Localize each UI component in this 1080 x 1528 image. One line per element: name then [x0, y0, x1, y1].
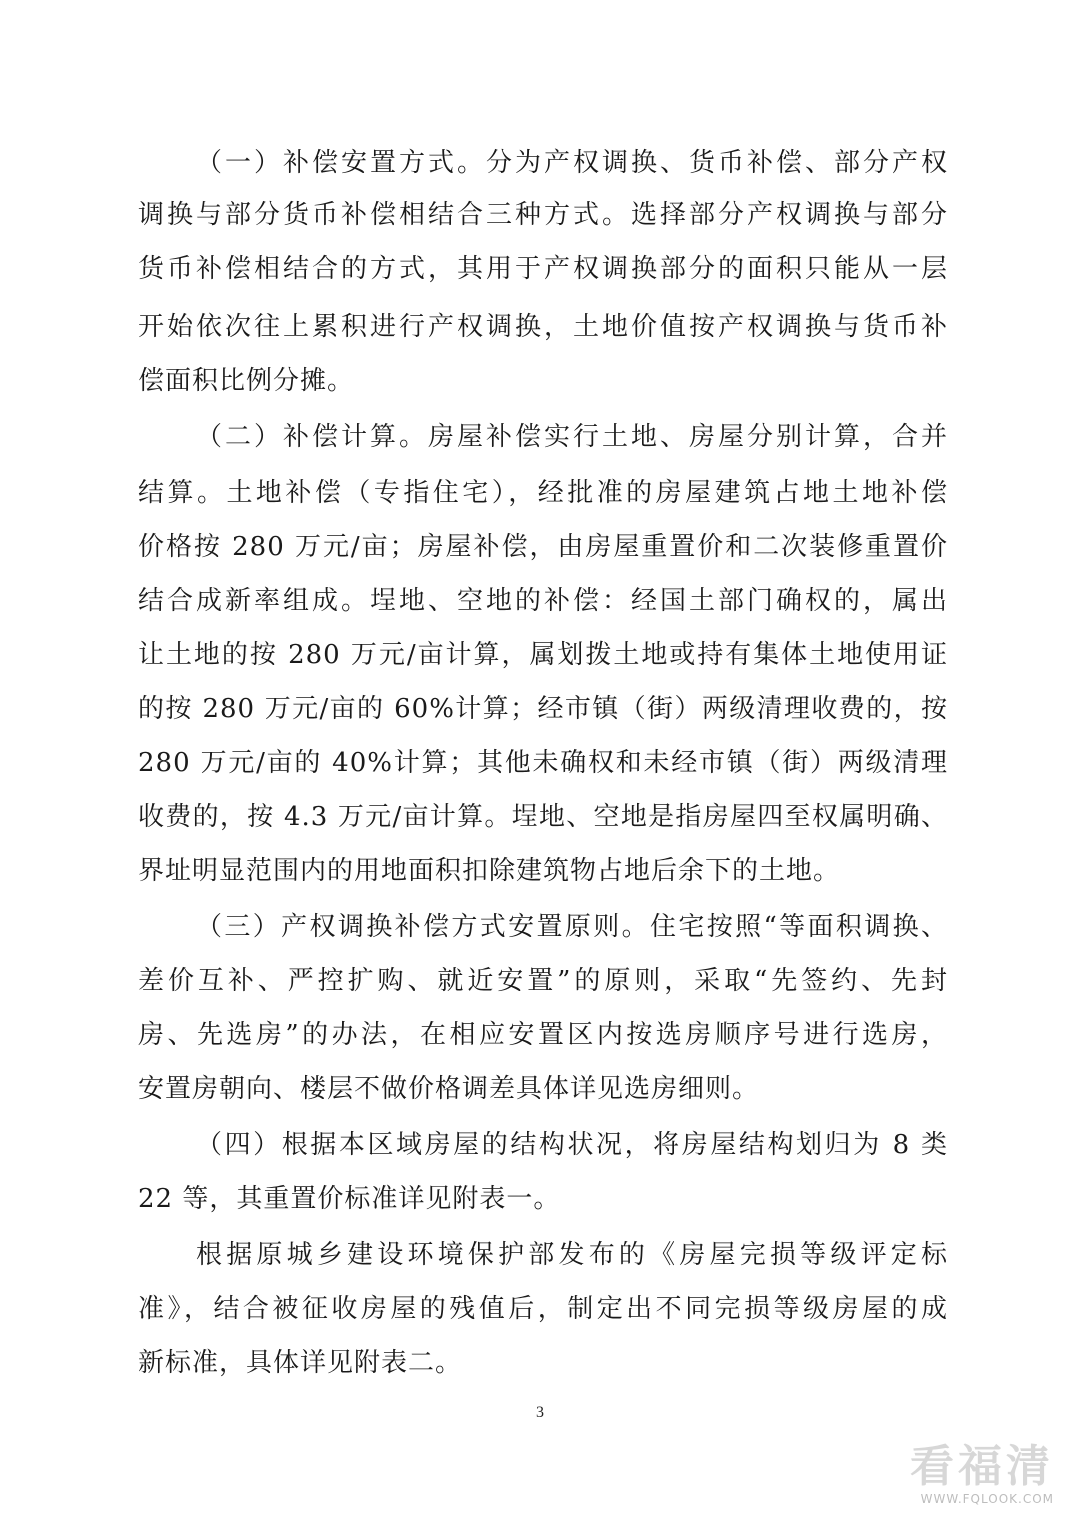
paragraph-5-line-2: 准》，结合被征收房屋的残值后，制定出不同完损等级房屋的成	[138, 1294, 948, 1324]
paragraph-2-line-9: 界址明显范围内的用地面积扣除建筑物占地后余下的土地。	[138, 856, 841, 886]
paragraph-2-line-4: 结合成新率组成。埕地、空地的补偿：经国土部门确权的，属出	[138, 586, 948, 616]
paragraph-1-line-4: 开始依次往上累积进行产权调换，土地价值按产权调换与货币补	[138, 312, 948, 342]
paragraph-1-line-5: 偿面积比例分摊。	[138, 366, 355, 396]
watermark	[904, 1441, 1054, 1506]
paragraph-2-line-3: 价格按 280 万元/亩；房屋补偿，由房屋重置价和二次装修重置价	[138, 532, 948, 562]
paragraph-3-line-4: 安置房朝向、楼层不做价格调差具体详见选房细则。	[138, 1074, 760, 1104]
paragraph-5-line-1: 根据原城乡建设环境保护部发布的《房屋完损等级评定标	[196, 1240, 948, 1270]
paragraph-4-line-2: 22 等，其重置价标准详见附表一。	[138, 1184, 561, 1214]
paragraph-3-line-3: 房、先选房”的办法，在相应安置区内按选房顺序号进行选房，	[138, 1020, 948, 1050]
paragraph-5-line-3: 新标准，具体详见附表二。	[138, 1348, 463, 1378]
paragraph-3-line-2: 差价互补、严控扩购、就近安置”的原则，采取“先签约、先封	[138, 966, 948, 996]
paragraph-2-line-6: 的按 280 万元/亩的 60%计算；经市镇（街）两级清理收费的，按	[138, 694, 948, 724]
watermark-url: WWW.FQLOOK.COM	[920, 1492, 1054, 1506]
paragraph-1-line-2: 调换与部分货币补偿相结合三种方式。选择部分产权调换与部分	[138, 200, 948, 230]
paragraph-2-line-8: 收费的，按 4.3 万元/亩计算。埕地、空地是指房屋四至权属明确、	[138, 802, 948, 832]
paragraph-3-line-1: （三）产权调换补偿方式安置原则。住宅按照“等面积调换、	[196, 912, 948, 942]
paragraph-4-line-1: （四）根据本区域房屋的结构状况，将房屋结构划归为 8 类	[196, 1130, 948, 1160]
paragraph-1-line-1: （一）补偿安置方式。分为产权调换、货币补偿、部分产权	[196, 148, 948, 178]
paragraph-2-line-5: 让土地的按 280 万元/亩计算，属划拨土地或持有集体土地使用证	[138, 640, 948, 670]
paragraph-2-line-1: （二）补偿计算。房屋补偿实行土地、房屋分别计算，合并	[196, 422, 948, 452]
paragraph-2-line-2: 结算。土地补偿（专指住宅），经批准的房屋建筑占地土地补偿	[138, 478, 948, 508]
watermark-logo: 看福清	[910, 1441, 1054, 1492]
paragraph-2-line-7: 280 万元/亩的 40%计算；其他未确权和未经市镇（街）两级清理	[138, 748, 948, 778]
page-number: 3	[536, 1404, 544, 1421]
paragraph-1-line-3: 货币补偿相结合的方式，其用于产权调换部分的面积只能从一层	[138, 254, 948, 284]
